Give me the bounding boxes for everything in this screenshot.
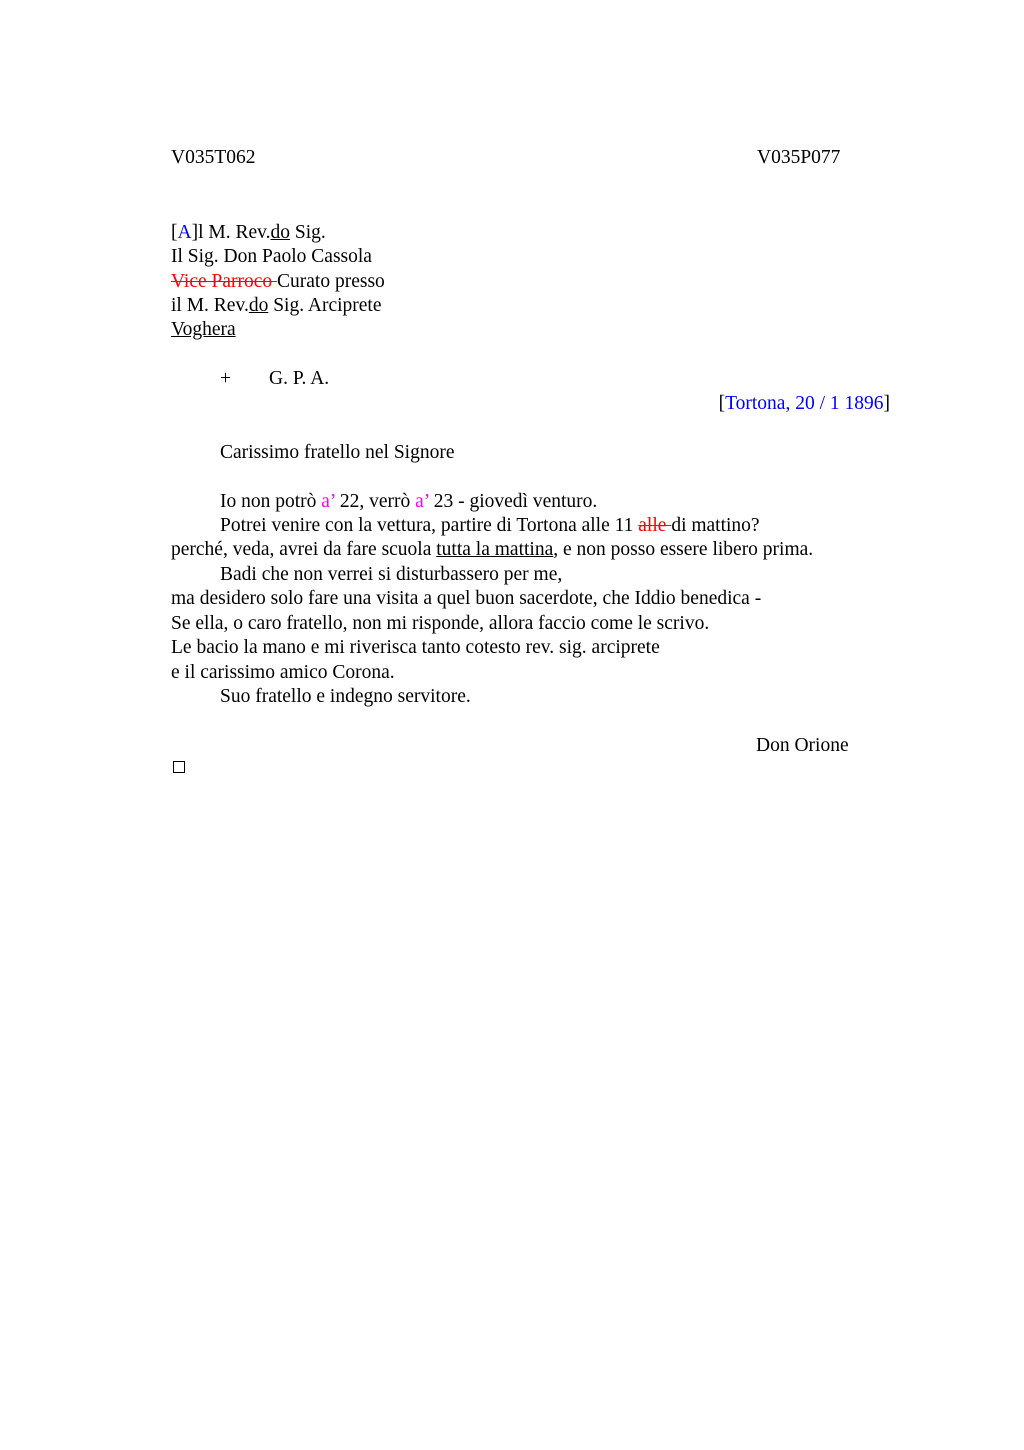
address-line-1 [171, 221, 326, 245]
body-line [171, 538, 813, 562]
salutation: Carissimo fratello nel Signore [220, 442, 455, 463]
letter-date [719, 392, 890, 416]
editorial-bracket: [ [171, 222, 178, 243]
editorial-bracket: [ [718, 393, 726, 414]
body-text: 22, verrò [334, 491, 416, 512]
body-line: Se ella, o caro fratello, non mi risponde, allora faccio come le scrivo. [171, 613, 710, 634]
address-line-3 [171, 270, 385, 294]
page-code-right: V035P077 [757, 147, 841, 168]
body-line: e il carissimo amico Corona. [171, 662, 395, 683]
end-of-document-box-icon [173, 761, 185, 773]
body-line: Badi che non verrei si disturbassero per me, [220, 564, 563, 585]
cross-symbol: + [220, 368, 231, 389]
address-city: Voghera [171, 319, 236, 340]
superscript-abbreviation: do [248, 295, 269, 316]
deleted-text: Vice Parroco [171, 271, 278, 292]
address-line-2: Il Sig. Don Paolo Cassola [171, 246, 372, 267]
address-text: Curato presso [277, 271, 385, 292]
body-text: di mattino? [671, 515, 760, 536]
editorial-date-text: Tortona, 20 / 1 1896 [725, 393, 884, 414]
variant-reading: a’ [415, 491, 429, 512]
variant-reading: a’ [321, 491, 335, 512]
address-text: l M. Rev. [198, 222, 271, 243]
editorial-initial: A [177, 222, 192, 243]
body-line: Le bacio la mano e mi riverisca tanto cotesto rev. sig. arciprete [171, 637, 660, 658]
deleted-text: alle [638, 515, 672, 536]
body-text: Io non potrò [220, 491, 322, 512]
body-line: ma desidero solo fare una visita a quel buon sacerdote, che Iddio benedica - [171, 588, 762, 609]
address-text: il M. Rev. [171, 295, 249, 316]
closing-line: Suo fratello e indegno servitore. [220, 686, 471, 707]
underlined-text: tutta la mattina [436, 539, 554, 560]
body-text: Potrei venire con la vettura, partire di Tortona alle 11 [220, 515, 639, 536]
editorial-bracket: ] [191, 222, 199, 243]
invocation-letters: G. P. A. [269, 368, 330, 389]
address-text: Sig. [290, 222, 326, 243]
superscript-abbreviation: do [270, 222, 290, 243]
editorial-bracket: ] [883, 393, 890, 414]
document-code-left: V035T062 [171, 147, 256, 168]
body-line [220, 514, 760, 538]
address-line-4 [171, 294, 382, 318]
body-text: , e non posso essere libero prima. [553, 539, 814, 560]
body-line [220, 490, 597, 514]
address-text: Sig. Arciprete [268, 295, 382, 316]
signature: Don Orione [756, 735, 849, 756]
body-text: perché, veda, avrei da fare scuola [171, 539, 437, 560]
body-text: 23 - giovedì venturo. [428, 491, 598, 512]
